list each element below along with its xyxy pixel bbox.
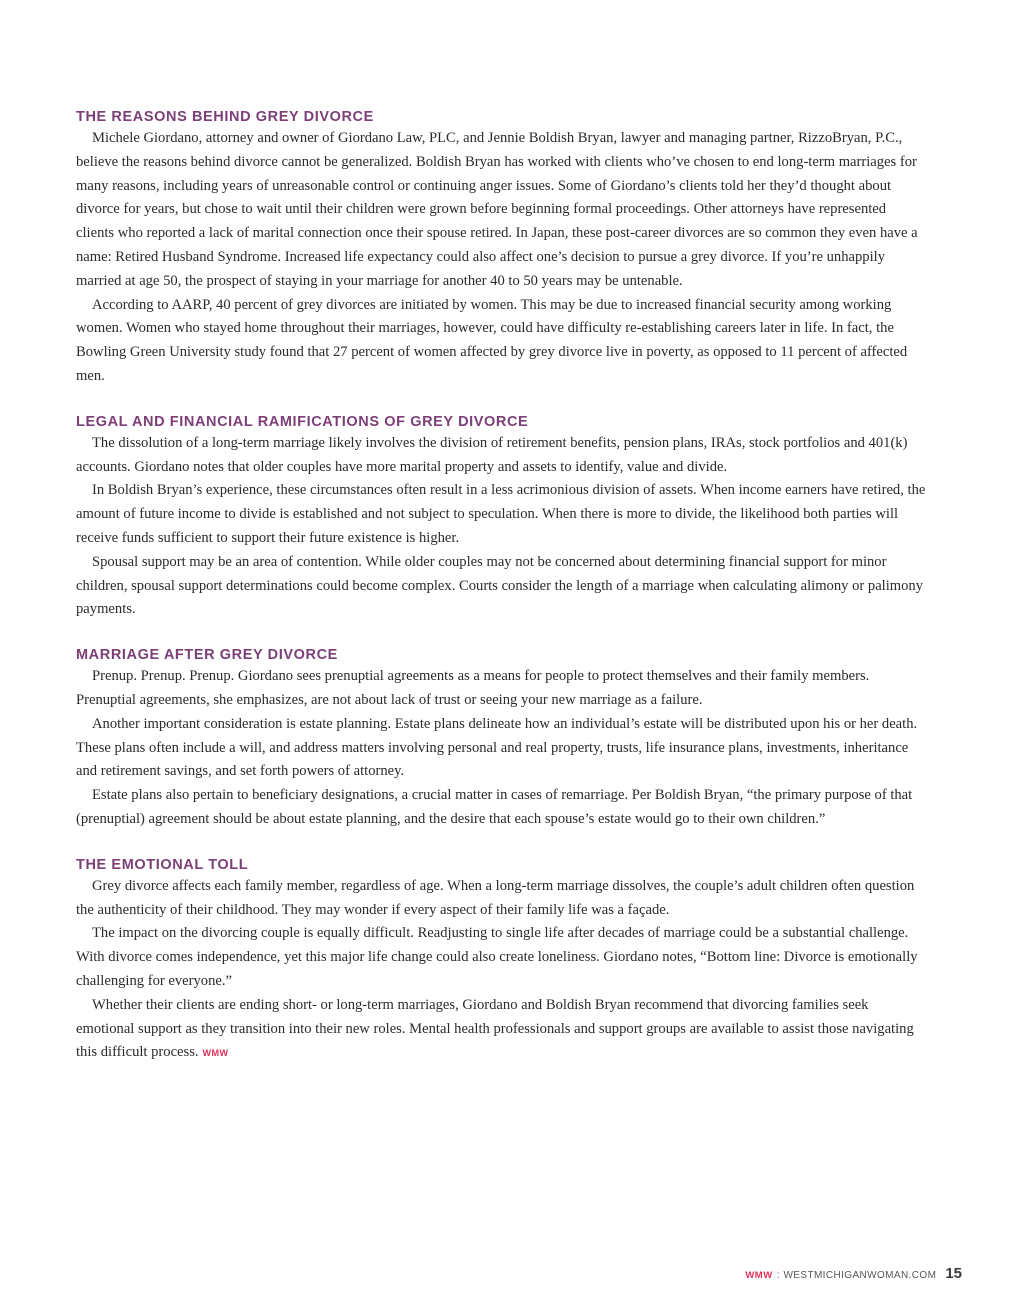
paragraph: Grey divorce affects each family member, regardless of age. When a long-term marriage dissolves, the couple’s adult children often question the authenticity of their childhood. They may wonder if every aspect of their family life was a façade. xyxy=(76,877,915,918)
paragraph: According to AARP, 40 percent of grey divorces are initiated by women. This may be due to increased financial security among working women. Women who stayed home throughout their marriages, however, could have difficulty re-establishing careers later in life. In fact, the Bowling Green University study found that 27 percent of women affected by grey divorce live in poverty, as opposed to 11 percent of affected men. xyxy=(76,296,908,384)
paragraph-final xyxy=(76,994,926,1066)
section-legal-financial xyxy=(76,412,926,622)
page-footer xyxy=(745,1265,962,1282)
paragraph: The dissolution of a long-term marriage likely involves the division of retirement benefits, pension plans, IRAs, stock portfolios and 401(k) accounts. Giordano notes that older couples have more marital property and assets to identify, value and divide. xyxy=(76,434,908,475)
section-heading: MARRIAGE AFTER GREY DIVORCE xyxy=(76,647,338,664)
end-mark: WMW xyxy=(202,1048,229,1059)
footer-url: WESTMICHIGANWOMAN.COM xyxy=(783,1270,937,1281)
paragraph: Prenup. Prenup. Prenup. Giordano sees prenuptial agreements as a means for people to protect themselves and their family members. Prenuptial agreements, she emphasizes, are not about lack of trust or seeing your new marriage as a failure. xyxy=(76,668,870,708)
paragraph: Estate plans also pertain to beneficiary designations, a crucial matter in cases of remarriage. Per Boldish Bryan, “the primary purpose of that (prenuptial) agreement should be about estate planning, and the desire that each spouse’s estate would go to their own children.” xyxy=(76,787,913,827)
paragraph: Michele Giordano, attorney and owner of Giordano Law, PLC, and Jennie Boldish Bryan, lawyer and managing partner, RizzoBryan, P.C., believe the reasons behind divorce cannot be generalized. Boldish Bryan has worked with clients who’ve chosen to end long-term marriages for many reasons, including years of unreasonable control or continuing anger issues. Some of Giordano’s clients told her they’d thought about divorce for years, but chose to wait until their children were grown before beginning formal proceedings. Other attorneys have represented clients who reported a lack of marital connection once their spouse retired. In Japan, these post-career divorces are so common they even have a name: Retired Husband Syndrome. Increased life expectancy could also affect one’s decision to pursue a grey divorce. If you’re unhappily married at age 50, the prospect of staying in your marriage for another 40 to 50 years may be untenable. xyxy=(76,130,918,289)
section-reasons xyxy=(76,107,926,389)
paragraph: Another important consideration is estate planning. Estate plans delineate how an individual’s estate will be distributed upon his or her death. These plans often include a will, and address matters involving personal and real property, trusts, life insurance plans, investments, inheritance and retirement savings, and set forth powers of attorney. xyxy=(76,715,918,780)
footer-brand: WMW xyxy=(745,1270,773,1281)
paragraph: In Boldish Bryan’s experience, these circumstances often result in a less acrimonious division of assets. When income earners have retired, the amount of future income to divide is established and not subject to speculation. When there is more to divide, the likelihood both parties will receive funds sufficient to support their future existence is higher. xyxy=(76,482,926,546)
section-heading: THE EMOTIONAL TOLL xyxy=(76,856,249,873)
section-emotional-toll xyxy=(76,855,926,1066)
section-heading: LEGAL AND FINANCIAL RAMIFICATIONS OF GREY DIVORCE xyxy=(76,413,529,430)
paragraph: Spousal support may be an area of contention. While older couples may not be concerned about determining financial support for minor children, spousal support determinations could become complex. Courts consider the length of a marriage when calculating alimony or palimony payments. xyxy=(76,553,924,618)
page-number: 15 xyxy=(945,1265,962,1282)
section-marriage-after xyxy=(76,645,926,832)
paragraph: The impact on the divorcing couple is equally difficult. Readjusting to single life after decades of marriage could be a substantial challenge. With divorce comes independence, yet this major life change could also create loneliness. Giordano notes, “Bottom line: Divorce is emotionally challenging for everyone.” xyxy=(76,925,918,989)
paragraph-final-text: Whether their clients are ending short- or long-term marriages, Giordano and Boldish Bryan recommend that divorcing families seek emotional support as they transition into their new roles. Mental health professionals and support groups are available to assist those navigating this difficult process. xyxy=(76,996,914,1061)
footer-separator: : xyxy=(776,1270,780,1281)
section-heading: THE REASONS BEHIND GREY DIVORCE xyxy=(76,109,374,125)
article-body xyxy=(76,107,926,1089)
